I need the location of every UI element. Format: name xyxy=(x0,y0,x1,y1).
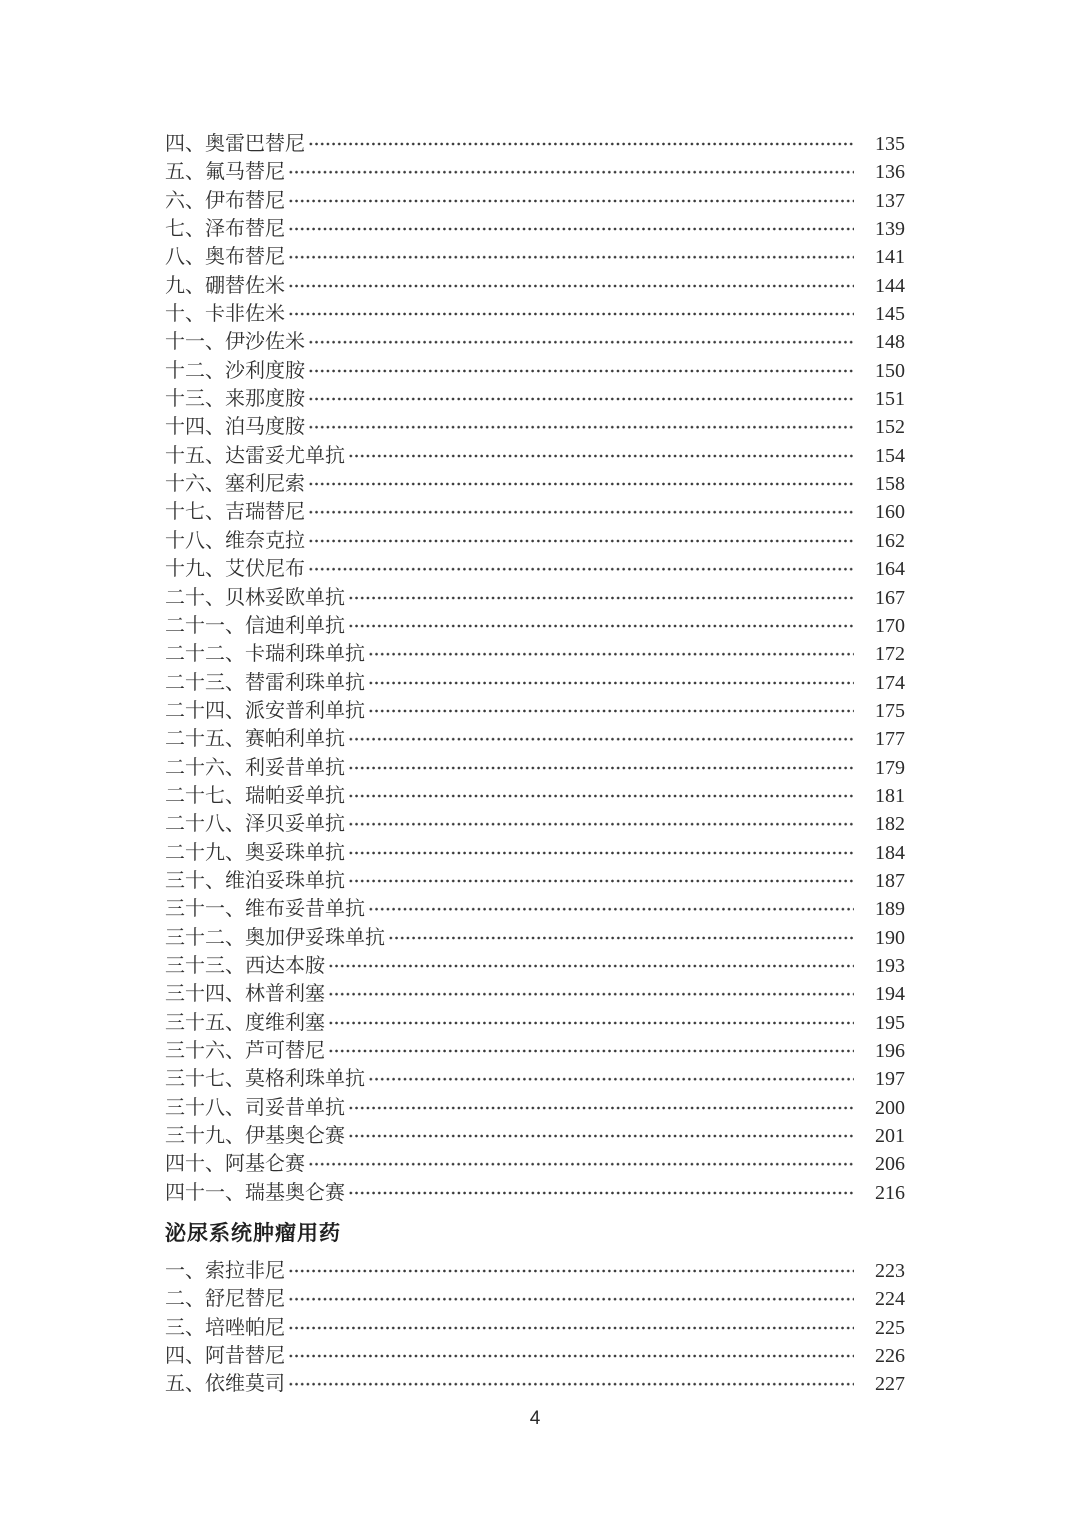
toc-entry xyxy=(165,1122,905,1150)
toc-entry xyxy=(165,810,905,838)
dot-leader xyxy=(307,328,854,356)
dot-leader xyxy=(287,243,854,271)
toc-entry-page: 152 xyxy=(875,416,905,439)
toc-entry-label: 三十六、芦可替尼 xyxy=(165,1040,325,1062)
toc-entry xyxy=(165,130,905,158)
dot-leader xyxy=(347,782,854,810)
toc-entry xyxy=(165,158,905,186)
toc-entry-page: 216 xyxy=(875,1181,905,1204)
toc-entry xyxy=(165,555,905,583)
toc-entry xyxy=(165,243,905,271)
toc-entry-page: 177 xyxy=(875,728,905,751)
toc-entry-page: 224 xyxy=(875,1288,905,1311)
toc-entry-label: 二十二、卡瑞利珠单抗 xyxy=(165,643,365,666)
toc-entry xyxy=(165,1009,905,1037)
toc-entry-page: 174 xyxy=(875,671,905,694)
dot-leader xyxy=(367,895,854,923)
dot-leader xyxy=(347,1094,854,1122)
dot-leader xyxy=(307,1150,854,1178)
toc-entry xyxy=(165,839,905,867)
dot-leader xyxy=(327,1037,854,1065)
toc-entry-label: 二十九、奥妥珠单抗 xyxy=(165,841,345,864)
page-footer xyxy=(165,1408,905,1430)
toc-entry-label: 十五、达雷妥尤单抗 xyxy=(165,444,345,467)
toc-entry-page: 136 xyxy=(875,161,905,184)
toc-entry-page: 179 xyxy=(875,756,905,779)
dot-leader xyxy=(347,754,854,782)
dot-leader xyxy=(307,130,854,158)
dot-leader xyxy=(347,839,854,867)
dot-leader xyxy=(327,980,854,1008)
dot-leader xyxy=(307,413,854,441)
toc-entry xyxy=(165,527,905,555)
toc-entry xyxy=(165,1370,905,1398)
toc-entry xyxy=(165,867,905,895)
toc-entry-page: 158 xyxy=(875,473,905,496)
toc-entry-page: 164 xyxy=(875,558,905,581)
toc-entry-label: 二十六、利妥昔单抗 xyxy=(165,756,345,779)
dot-leader xyxy=(347,1179,854,1207)
toc-entry-label: 三十三、西达本胺 xyxy=(165,954,325,977)
toc-entry xyxy=(165,442,905,470)
toc-entry xyxy=(165,1314,905,1342)
toc-entry-label: 二十八、泽贝妥单抗 xyxy=(165,813,345,836)
toc-entry-label: 十九、艾伏尼布 xyxy=(165,558,305,581)
toc-entry-page: 148 xyxy=(875,331,905,354)
toc-entry-label: 五、氟马替尼 xyxy=(165,161,285,184)
dot-leader xyxy=(287,158,854,186)
dot-leader xyxy=(347,612,854,640)
toc-entry xyxy=(165,640,905,668)
toc-entry-page: 206 xyxy=(875,1153,905,1176)
toc-entry xyxy=(165,498,905,526)
toc-entry-page: 223 xyxy=(875,1260,905,1283)
dot-leader xyxy=(347,810,854,838)
toc-entry-page: 139 xyxy=(875,218,905,241)
toc-entry-label: 十、卡非佐米 xyxy=(165,303,285,326)
toc-entry xyxy=(165,697,905,725)
toc-entry-page: 145 xyxy=(875,303,905,326)
dot-leader xyxy=(307,357,854,385)
dot-leader xyxy=(347,725,854,753)
dot-leader xyxy=(367,640,854,668)
dot-leader xyxy=(387,924,854,952)
toc-content xyxy=(165,130,905,1430)
toc-entry-label: 三、培唑帕尼 xyxy=(165,1316,285,1339)
dot-leader xyxy=(347,1122,854,1150)
toc-entry-page: 196 xyxy=(875,1040,905,1062)
dot-leader xyxy=(287,272,854,300)
toc-entry-label: 十六、塞利尼索 xyxy=(165,473,305,496)
toc-entry xyxy=(165,924,905,952)
toc-entry-label: 二十、贝林妥欧单抗 xyxy=(165,586,345,609)
toc-entry-page: 182 xyxy=(875,813,905,836)
toc-entry xyxy=(165,215,905,243)
toc-entry xyxy=(165,669,905,697)
toc-entry xyxy=(165,782,905,810)
toc-entry-label: 十三、来那度胺 xyxy=(165,388,305,411)
dot-leader xyxy=(307,470,854,498)
toc-entry xyxy=(165,1342,905,1370)
toc-entry-page: 197 xyxy=(875,1068,905,1091)
toc-entry-label: 九、硼替佐米 xyxy=(165,274,285,297)
toc-entry-page: 151 xyxy=(875,388,905,411)
dot-leader xyxy=(307,555,854,583)
dot-leader xyxy=(287,1370,854,1398)
toc-entry xyxy=(165,328,905,356)
toc-entry xyxy=(165,980,905,1008)
toc-entry xyxy=(165,584,905,612)
toc-entry-page: 175 xyxy=(875,699,905,722)
toc-entry-label: 七、泽布替尼 xyxy=(165,218,285,241)
toc-entry-page: 194 xyxy=(875,983,905,1006)
dot-leader xyxy=(287,215,854,243)
toc-entry-label: 三十一、维布妥昔单抗 xyxy=(165,898,365,921)
toc-entry xyxy=(165,1065,905,1093)
toc-entry-label: 六、伊布替尼 xyxy=(165,189,285,212)
toc-entry-label: 四十、阿基仑赛 xyxy=(165,1153,305,1176)
dot-leader xyxy=(327,1009,854,1037)
toc-entry xyxy=(165,357,905,385)
toc-entry-label: 三十九、伊基奥仑赛 xyxy=(165,1125,345,1148)
toc-entry-label: 二十一、信迪利单抗 xyxy=(165,614,345,637)
toc-entry xyxy=(165,413,905,441)
toc-entry-label: 三十五、度维利塞 xyxy=(165,1011,325,1034)
toc-entry-page: 195 xyxy=(875,1011,905,1034)
toc-entry-page: 137 xyxy=(875,189,905,212)
toc-entry xyxy=(165,1257,905,1285)
toc-entry-label: 三十七、莫格利珠单抗 xyxy=(165,1068,365,1091)
toc-entry-page: 201 xyxy=(875,1125,905,1148)
toc-entry xyxy=(165,1150,905,1178)
toc-entry xyxy=(165,300,905,328)
dot-leader xyxy=(287,300,854,328)
toc-entry-label: 三十四、林普利塞 xyxy=(165,983,325,1006)
dot-leader xyxy=(287,1285,854,1313)
toc-entry-label: 二十七、瑞帕妥单抗 xyxy=(165,784,345,807)
toc-entry-page: 181 xyxy=(875,784,905,807)
dot-leader xyxy=(287,1314,854,1342)
toc-entry xyxy=(165,385,905,413)
toc-entry-page: 135 xyxy=(875,133,905,155)
toc-entry-page: 172 xyxy=(875,643,905,666)
toc-entry-page: 184 xyxy=(875,841,905,864)
toc-entry xyxy=(165,470,905,498)
toc-entry-label: 十一、伊沙佐米 xyxy=(165,331,305,354)
toc-entry-page: 226 xyxy=(875,1345,905,1368)
toc-entry xyxy=(165,1179,905,1207)
toc-list xyxy=(165,130,905,1399)
toc-entry-page: 160 xyxy=(875,501,905,524)
toc-entry-page: 225 xyxy=(875,1316,905,1339)
toc-entry-label: 四、阿昔替尼 xyxy=(165,1345,285,1368)
dot-leader xyxy=(327,952,854,980)
dot-leader xyxy=(347,867,854,895)
toc-entry-label: 二、舒尼替尼 xyxy=(165,1288,285,1311)
toc-entry-label: 三十、维泊妥珠单抗 xyxy=(165,869,345,892)
toc-entry-page: 200 xyxy=(875,1096,905,1119)
toc-entry-label: 十七、吉瑞替尼 xyxy=(165,501,305,524)
toc-entry-label: 二十四、派安普利单抗 xyxy=(165,699,365,722)
dot-leader xyxy=(287,1342,854,1370)
toc-entry xyxy=(165,952,905,980)
dot-leader xyxy=(287,187,854,215)
toc-entry-page: 170 xyxy=(875,614,905,637)
page-number: 4 xyxy=(529,1407,541,1429)
toc-entry-label: 一、索拉非尼 xyxy=(165,1260,285,1283)
dot-leader xyxy=(287,1257,854,1285)
toc-entry-label: 三十八、司妥昔单抗 xyxy=(165,1096,345,1119)
toc-entry-label: 五、依维莫司 xyxy=(165,1373,285,1396)
toc-entry xyxy=(165,725,905,753)
toc-entry-page: 154 xyxy=(875,444,905,467)
toc-entry-page: 162 xyxy=(875,529,905,552)
toc-entry-label: 十四、泊马度胺 xyxy=(165,416,305,439)
toc-entry-label: 二十五、赛帕利单抗 xyxy=(165,728,345,751)
toc-entry-label: 十二、沙利度胺 xyxy=(165,359,305,382)
toc-entry-page: 141 xyxy=(875,246,905,269)
toc-entry-page: 187 xyxy=(875,869,905,892)
toc-entry xyxy=(165,895,905,923)
toc-entry-label: 十八、维奈克拉 xyxy=(165,529,305,552)
toc-entry xyxy=(165,612,905,640)
toc-entry-label: 三十二、奥加伊妥珠单抗 xyxy=(165,926,385,949)
toc-entry xyxy=(165,1285,905,1313)
toc-entry xyxy=(165,1037,905,1065)
dot-leader xyxy=(367,669,854,697)
toc-entry-label: 四十一、瑞基奥仑赛 xyxy=(165,1181,345,1204)
dot-leader xyxy=(367,697,854,725)
toc-entry-label: 四、奥雷巴替尼 xyxy=(165,133,305,155)
dot-leader xyxy=(347,584,854,612)
toc-entry xyxy=(165,754,905,782)
toc-entry-label: 二十三、替雷利珠单抗 xyxy=(165,671,365,694)
toc-entry xyxy=(165,187,905,215)
dot-leader xyxy=(307,385,854,413)
toc-entry-page: 189 xyxy=(875,898,905,921)
dot-leader xyxy=(347,442,854,470)
toc-entry-page: 150 xyxy=(875,359,905,382)
toc-entry-page: 190 xyxy=(875,926,905,949)
section-heading: 泌尿系统肿瘤用药 xyxy=(165,1222,341,1246)
toc-entry xyxy=(165,1094,905,1122)
toc-entry xyxy=(165,272,905,300)
toc-entry-page: 167 xyxy=(875,586,905,609)
toc-entry-page: 144 xyxy=(875,274,905,297)
dot-leader xyxy=(307,527,854,555)
dot-leader xyxy=(367,1065,854,1093)
toc-entry-page: 227 xyxy=(875,1373,905,1396)
toc-entry-label: 八、奥布替尼 xyxy=(165,246,285,269)
toc-entry-page: 193 xyxy=(875,954,905,977)
dot-leader xyxy=(307,498,854,526)
